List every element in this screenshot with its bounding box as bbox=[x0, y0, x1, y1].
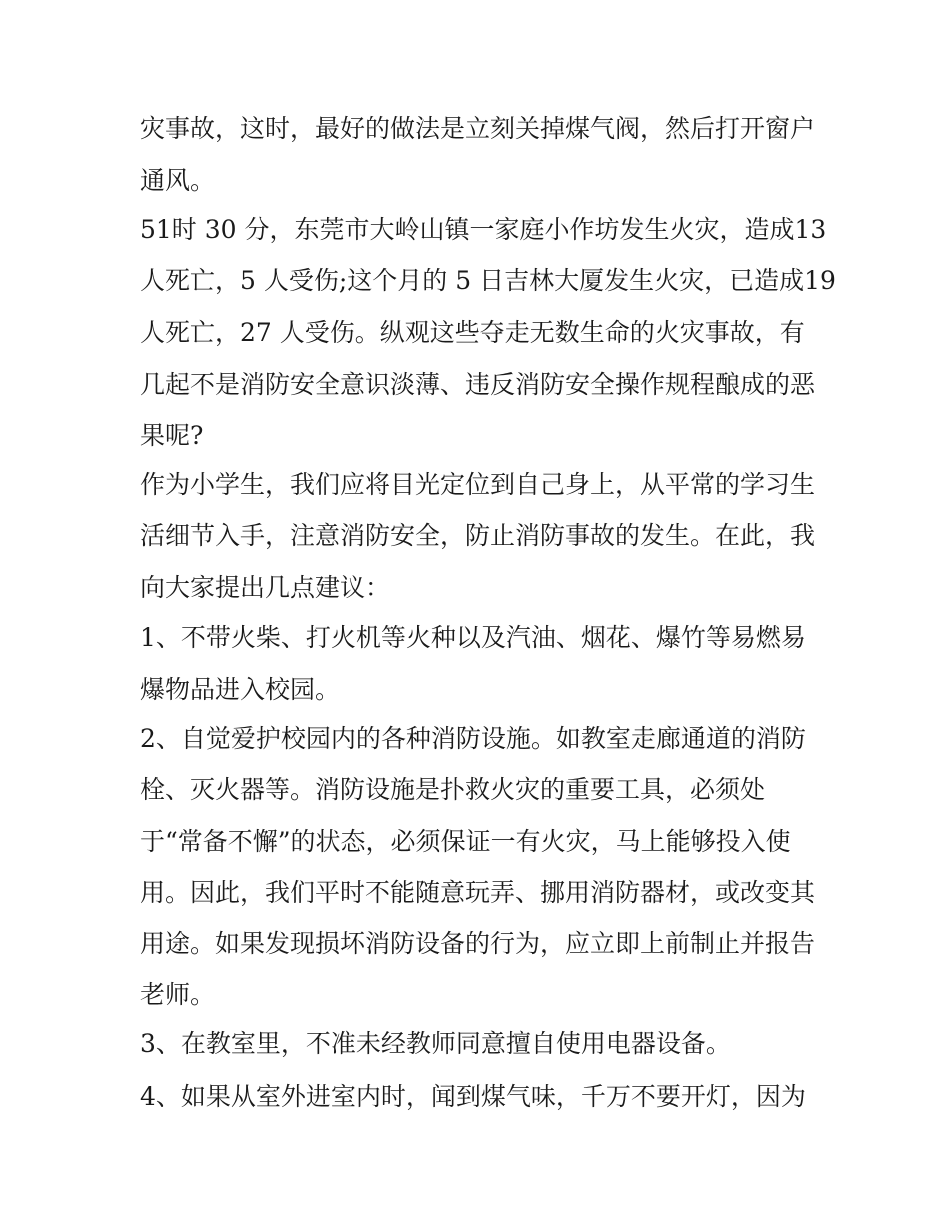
text-line: 1、不带火柴、打火机等火种以及汽油、烟花、爆竹等易燃易 bbox=[140, 623, 806, 652]
text-line: 作为小学生，我们应将目光定位到自己身上，从平常的学习生 bbox=[140, 470, 816, 499]
text-line: 4、如果从室外进室内时，闻到煤气味，千万不要开灯，因为 bbox=[140, 1082, 806, 1111]
text-line: 51时 30 分，东莞市大岭山镇一家庭小作坊发生火灾，造成13 bbox=[140, 215, 827, 244]
text-line: 向大家提出几点建议： bbox=[140, 573, 391, 602]
text-line: 老师。 bbox=[140, 980, 216, 1009]
text-line: 几起不是消防安全意识淡薄、违反消防安全操作规程酿成的恶 bbox=[140, 370, 816, 399]
text-line: 人死亡，27 人受伤。纵观这些夺走无数生命的火灾事故，有 bbox=[140, 318, 805, 347]
text-line: 通风。 bbox=[140, 166, 216, 195]
text-line: 果呢? bbox=[140, 421, 204, 450]
text-line: 2、自觉爱护校园内的各种消防设施。如教室走廊通道的消防 bbox=[140, 724, 806, 753]
text-line: 灾事故，这时，最好的做法是立刻关掉煤气阀，然后打开窗户 bbox=[140, 114, 816, 143]
text-line: 活细节入手，注意消防安全，防止消防事故的发生。在此，我 bbox=[140, 521, 816, 550]
text-line: 用途。如果发现损坏消防设备的行为，应立即上前制止并报告 bbox=[140, 929, 816, 958]
text-line: 3、在教室里，不准未经教师同意擅自使用电器设备。 bbox=[140, 1029, 731, 1058]
text-line: 用。因此，我们平时不能随意玩弄、挪用消防器材，或改变其 bbox=[140, 878, 816, 907]
text-line: 栓、灭火器等。消防设施是扑救火灾的重要工具，必须处 bbox=[140, 775, 766, 804]
text-line: 爆物品进入校园。 bbox=[140, 675, 341, 704]
text-line: 于“常备不懈”的状态，必须保证一有火灾，马上能够投入使 bbox=[140, 827, 791, 856]
text-line: 人死亡，5 人受伤;这个月的 5 日吉林大厦发生火灾，已造成19 bbox=[140, 266, 836, 295]
